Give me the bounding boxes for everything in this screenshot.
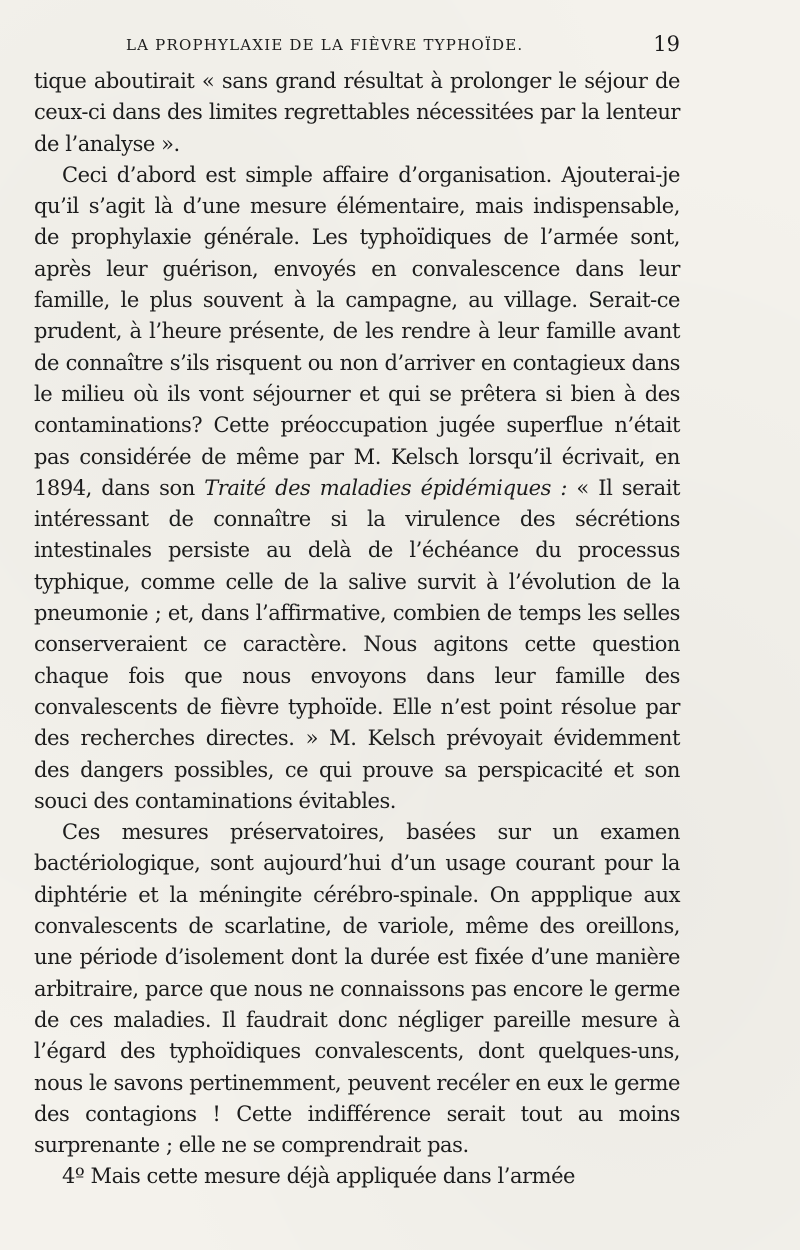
page-number: 19: [653, 32, 680, 56]
page-body: [34, 66, 680, 1193]
paragraph-point-four: 4º Mais cette mesure déjà appliquée dans l’armée: [62, 1164, 576, 1189]
paragraph-text-after: « Il serait intéressant de connaître si la virulence des sécrétions intestinales persiste au delà de l’échéance du processus typhique, comme celle de la salive survit à l’évolution de la pneumonie ; et, dans l’affirmative, combien de temps les selles conserveraient ce caractère. Nous agitons cette question chaque fois que nous envoyons dans leur famille des convalescents de fièvre typhoïde. Elle n’est point résolue par des recherches directes. » M. Kelsch prévoyait évidemment des dangers possibles, ce qui prouve sa perspicacité et son souci des contaminations évitables.: [34, 475, 680, 813]
paragraph-continuation: tique aboutirait « sans grand résultat à prolonger le séjour de ceux-ci dans des limites regrettables nécessitées par la lenteur de l’analyse ».: [34, 69, 680, 156]
running-head: LA PROPHYLAXIE DE LA FIÈVRE TYPHOÏDE.: [126, 36, 524, 54]
book-title-italic: Traité des maladies épidémiques :: [204, 475, 567, 500]
paragraph-text-before: Ceci d’abord est simple affaire d’organisation. Ajouterai-je qu’il s’agit là d’une mesure élémentaire, mais indispensable, de prophylaxie générale. Les typhoïdiques de l’armée sont, après leur guérison, envoyés en convalescence dans leur famille, le plus souvent à la campagne, au village. Serait-ce prudent, à l’heure présente, de les rendre à leur famille avant de connaître s’ils risquent ou non d’arriver en contagieux dans le milieu où ils vont séjourner et qui se prêtera si bien à des contaminations? Cette préoccupation jugée superflue n’était pas considérée de même par M. Kelsch lorsqu’il écrivait, en 1894, dans son: [34, 162, 680, 500]
page-header: [96, 32, 680, 60]
paragraph-organisation: [34, 160, 680, 817]
paragraph-mesures: Ces mesures préservatoires, basées sur un examen bactériologique, sont aujourd’hui d’un usage courant pour la diphtérie et la méningite cérébro-spinale. On appplique aux convalescents de scarlatine, de variole, même des oreillons, une période d’isolement dont la durée est fixée d’une manière arbitraire, parce que nous ne connaissons pas encore le germe de ces maladies. Il faudrait donc négliger pareille mesure à l’égard des typhoïdiques convalescents, dont quelques-uns, nous le savons pertinemment, peuvent recéler en eux le germe des contagions ! Cette indifférence serait tout au moins surprenante ; elle ne se comprendrait pas.: [34, 820, 680, 1158]
